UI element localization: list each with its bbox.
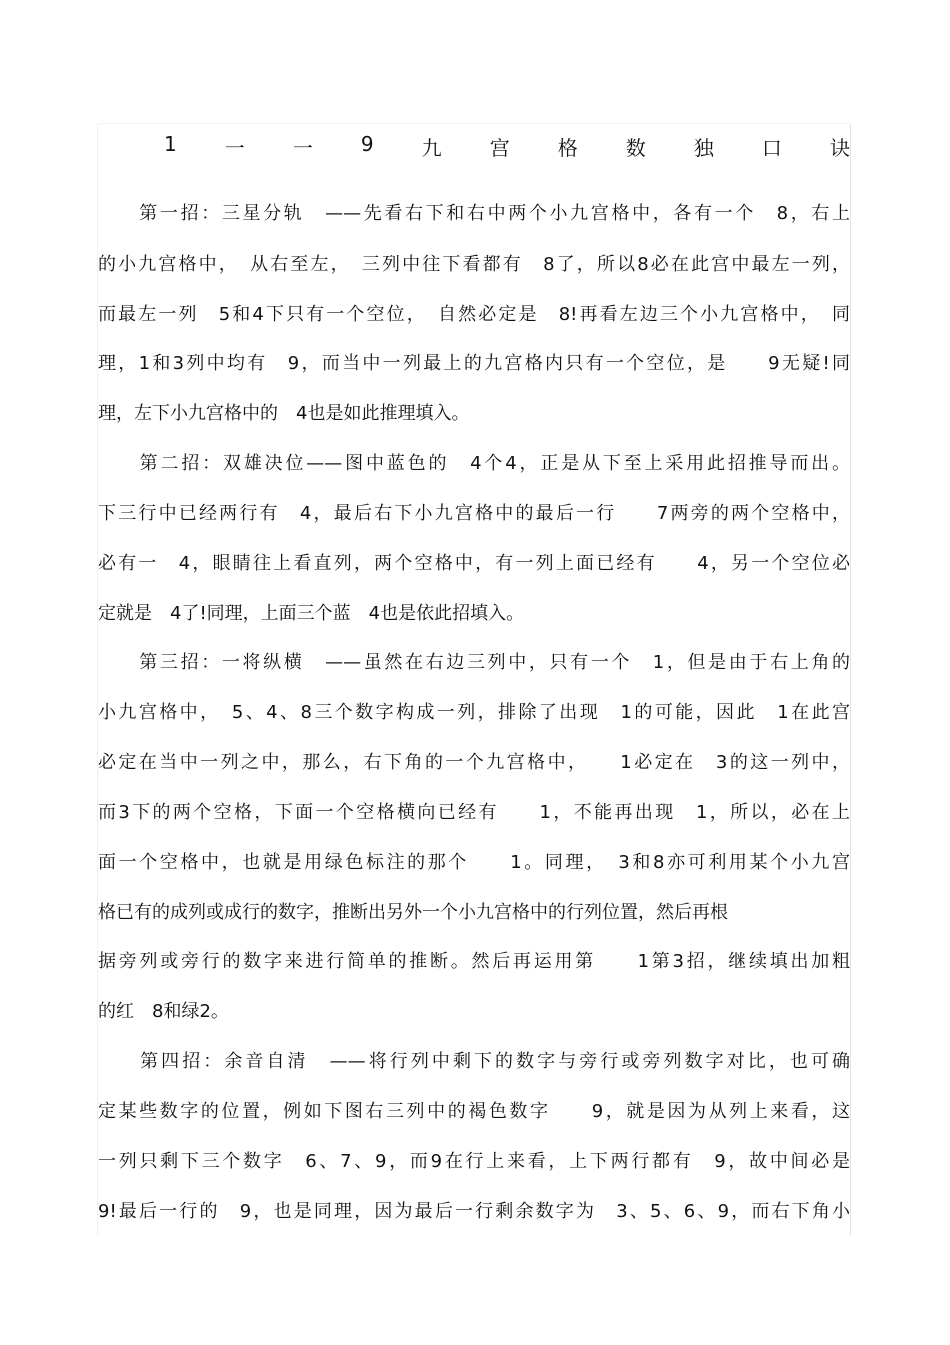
paragraph-line: 必定在当中一列之中，那么，右下角的一个九宫格中， 1必定在 3的这一列中，: [98, 752, 850, 773]
paragraph-line: 而最左一列 5和4下只有一个空位， 自然必定是 8!再看左边三个小九宫格中， 同: [98, 304, 850, 325]
title-char: 9: [360, 132, 374, 156]
paragraph-line: 9!最后一行的 9，也是同理，因为最后一行剩余数字为 3、5、6、9，而右下角小: [98, 1201, 850, 1222]
paragraph-line: 理，左下小九宫格中的 4也是如此推理填入。: [98, 403, 470, 424]
title-char: 数: [625, 136, 646, 160]
paragraph-line: 第二招：双雄决位——图中蓝色的 4个4，正是从下至上采用此招推导而出。: [98, 453, 850, 474]
title-char: 一: [292, 136, 313, 160]
paragraph-line: 必有一 4，眼睛往上看直列，两个空格中，有一列上面已经有 4，另一个空位必: [98, 553, 850, 574]
title-char: 独: [693, 136, 714, 160]
paragraph-line: 理，1和3列中均有 9，而当中一列最上的九宫格内只有一个空位，是 9无疑!同: [98, 353, 850, 374]
paragraph-line: 的小九宫格中， 从右至左， 三列中往下看都有 8了，所以8必在此宫中最左一列，: [98, 254, 850, 275]
paragraph-line: 据旁列或旁行的数字来进行简单的推断。然后再运用第 1第3招，继续填出加粗: [98, 951, 850, 972]
title-char: 一: [224, 136, 245, 160]
title-char: 1: [164, 132, 177, 156]
paragraph-line: 第四招：余音自清 ——将行列中剩下的数字与旁行或旁列数字对比，也可确: [98, 1051, 850, 1072]
title-char: 宫: [489, 136, 510, 160]
title-char: 口: [761, 136, 782, 160]
paragraph-line: 下三行中已经两行有 4，最后右下小九宫格中的最后一行 7两旁的两个空格中，: [98, 503, 850, 524]
paragraph-line: 小九宫格中， 5、4、8三个数字构成一列，排除了出现 1的可能，因此 1在此宫: [98, 702, 850, 723]
paragraph-line: 一列只剩下三个数字 6、7、9，而9在行上来看，上下两行都有 9，故中间必是: [98, 1151, 850, 1172]
paragraph-line: 面一个空格中，也就是用绿色标注的那个 1。同理， 3和8亦可利用某个小九宫: [98, 852, 850, 873]
title-char: 格: [557, 136, 578, 160]
paragraph-line: 格已有的成列或成行的数字，推断出另外一个小九宫格中的行列位置，然后再根: [98, 902, 728, 923]
paragraph-line: 第三招：一将纵横 ——虽然在右边三列中，只有一个 1，但是由于右上角的: [98, 652, 850, 673]
document-title: [98, 132, 850, 162]
title-char: 九: [421, 136, 442, 160]
title-char: 诀: [829, 136, 850, 160]
paragraph-line: 定就是 4了!同理，上面三个蓝 4也是依此招填入。: [98, 603, 525, 624]
paragraph-line: 的红 8和绿2。: [98, 1001, 229, 1022]
paragraph-line: 定某些数字的位置，例如下图右三列中的褐色数字 9，就是因为从列上来看，这: [98, 1101, 850, 1122]
paragraph-line: 而3下的两个空格，下面一个空格横向已经有 1，不能再出现 1，所以，必在上: [98, 802, 850, 823]
paragraph-line: 第一招：三星分轨 ——先看右下和右中两个小九宫格中，各有一个 8，右上: [98, 203, 850, 224]
